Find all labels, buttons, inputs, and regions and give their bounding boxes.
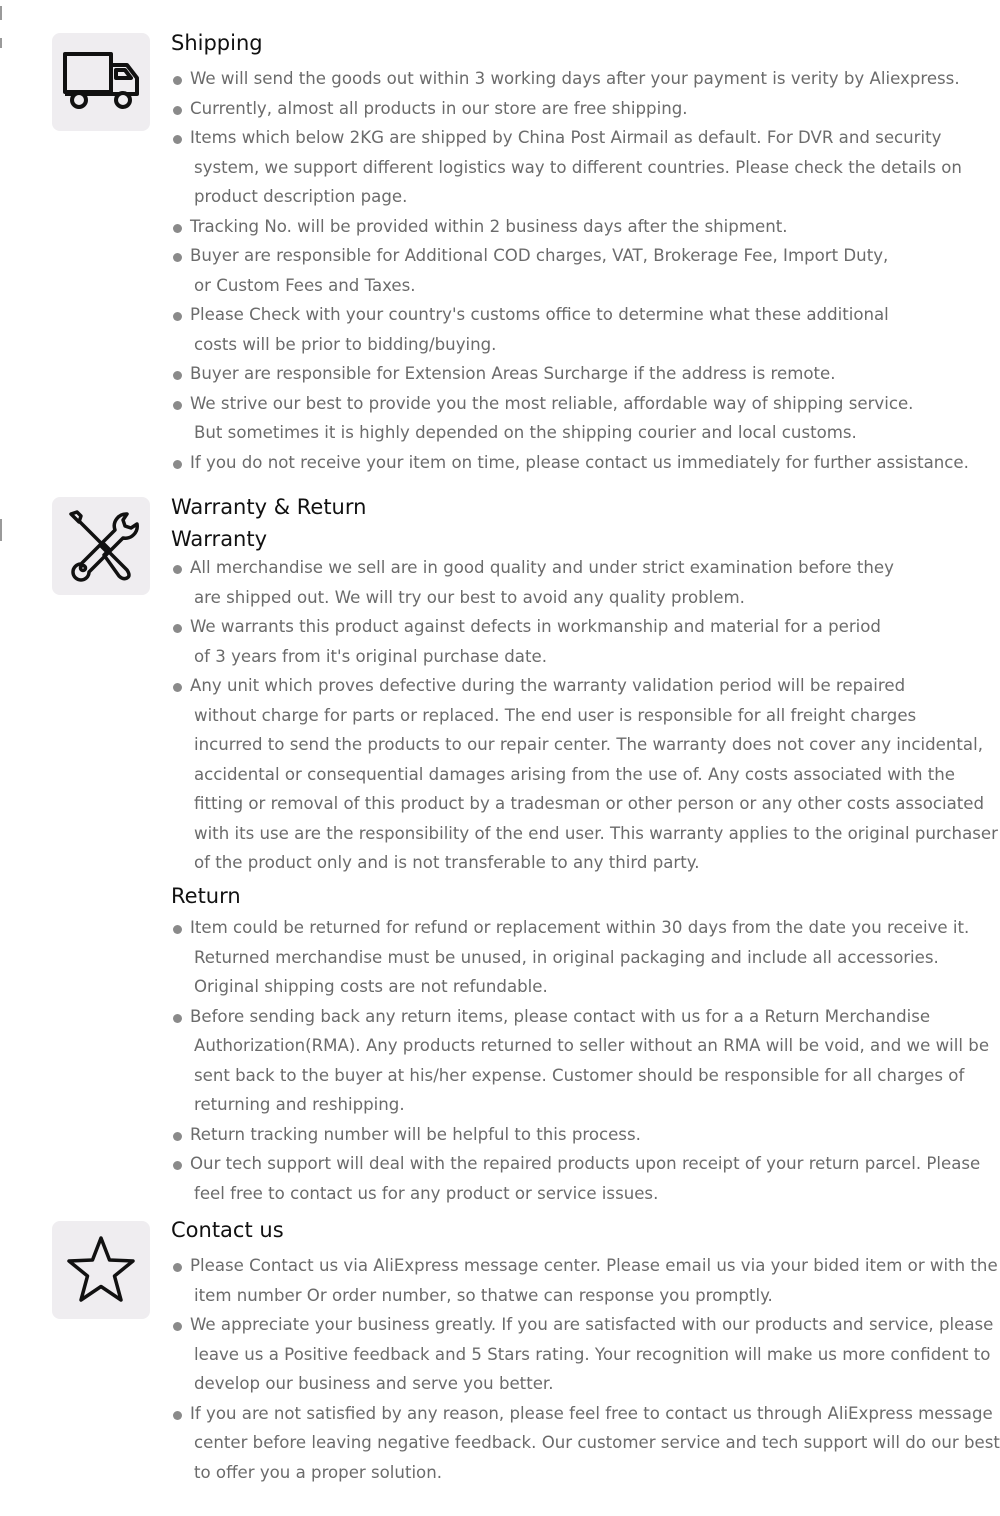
truck-icon [61,42,141,122]
list-item-line: Any unit which proves defective during the warranty validation period will be repaired [190,676,906,695]
list-item-line: We warrants this product against defects in workmanship and material for a period [190,617,881,636]
list-item-line: with its use are the responsibility of the end user. This warranty applies to the original purchaser [194,823,998,843]
list-item [190,389,980,448]
list-item-line: accidental or consequential damages arising from the use of. Any costs associated with the [194,764,956,784]
contact-icon-box [52,1221,150,1319]
list-item [190,913,980,1002]
list-item-line: of 3 years from it's original purchase date. [194,646,547,666]
list-item-line: costs will be prior to bidding/buying. [194,334,497,354]
list-item-line: If you are not satisfied by any reason, please feel free to contact us through AliExpress message [190,1403,993,1423]
list-item [190,1002,990,1120]
warranty-return-title: Warranty & Return [171,495,367,519]
list-item-line: of the product only and is not transferable to any third party. [194,853,700,872]
edge-mark [0,38,2,48]
list-item [190,448,980,478]
tools-icon [61,506,141,586]
list-item-line: to offer you a proper solution. [194,1462,442,1482]
list-item-line: But sometimes it is highly depended on the shipping courier and local customs. [194,423,857,442]
list-item-line: If you do not receive your item on time, please contact us immediately for further assistance. [190,452,969,472]
list-item [190,1399,1000,1488]
list-item-line: returning and reshipping. [194,1095,405,1114]
list-item [190,1251,998,1310]
return-title: Return [171,884,241,908]
list-item [190,123,980,212]
edge-mark [0,6,2,20]
star-icon [61,1230,141,1310]
list-item-line: Our tech support will deal with the repaired products upon receipt of your return parcel. Please [190,1154,981,1173]
list-item [190,553,980,612]
list-item-line: Buyer are responsible for Additional COD charges, VAT, Brokerage Fee, Import Duty, [190,246,889,265]
list-item-line: Items which below 2KG are shipped by China Post Airmail as default. For DVR and security [190,128,942,147]
list-item-line: system, we support different logistics way to different countries. Please check the details on [194,157,962,177]
list-item-line: without charge for parts or replaced. The end user is responsible for all freight charges [194,705,917,725]
list-item [190,671,998,878]
list-item-line: All merchandise we sell are in good quality and under strict examination before they [190,558,894,577]
list-item-line: Currently, almost all products in our store are free shipping. [190,98,688,118]
list-item-line: develop our business and serve you better. [194,1374,554,1393]
list-item-line: Before sending back any return items, please contact with us for a a Return Merchandise [190,1006,931,1026]
list-item-line: item number Or order number, so thatwe can response you promptly. [194,1285,773,1305]
list-item [190,241,980,300]
list-item-line: We appreciate your business greatly. If you are satisfacted with our products and service, please [190,1315,994,1334]
list-item [190,359,980,389]
list-item-line: Please Contact us via AliExpress message center. Please email us via your bided item or with the [190,1256,998,1275]
list-item [190,300,980,359]
list-item-line: Return tracking number will be helpful to this process. [190,1124,641,1144]
list-item-line: We strive our best to provide you the most reliable, affordable way of shipping service. [190,393,914,413]
warranty-title: Warranty [171,527,268,551]
list-item-line: Please Check with your country's customs office to determine what these additional [190,305,889,324]
shipping-title: Shipping [171,31,263,55]
list-item-line: incurred to send the products to our repair center. The warranty does not cover any incidental, [194,735,983,754]
list-item [190,612,980,671]
warranty-icon-box [52,497,150,595]
list-item-line: sent back to the buyer at his/her expense. Customer should be responsible for all charges of [194,1065,965,1085]
list-item [190,212,980,242]
list-item-line: Buyer are responsible for Extension Areas Surcharge if the address is remote. [190,364,836,383]
list-item-line: Returned merchandise must be unused, in original packaging and include all accessories. [194,947,939,967]
list-item-line: We will send the goods out within 3 working days after your payment is verity by Aliexpress. [190,69,960,88]
list-item-line: fitting or removal of this product by a tradesman or other person or any other costs associated [194,794,985,813]
list-item [190,1149,980,1208]
edge-mark [0,519,2,541]
list-item [190,1120,980,1150]
list-item-line: product description page. [194,187,408,206]
list-item-line: Original shipping costs are not refundable. [194,977,548,996]
list-item-line: feel free to contact us for any product or service issues. [194,1183,659,1203]
list-item-line: leave us a Positive feedback and 5 Stars rating. Your recognition will make us more confident to [194,1344,991,1364]
list-item-line: or Custom Fees and Taxes. [194,275,416,295]
list-item-line: are shipped out. We will try our best to avoid any quality problem. [194,587,745,607]
contact-title: Contact us [171,1218,284,1242]
list-item-line: Item could be returned for refund or replacement within 30 days from the date you receive it. [190,918,970,937]
list-item [190,64,980,94]
list-item [190,94,980,124]
list-item-line: center before leaving negative feedback. Our customer service and tech support will do our best [194,1433,1000,1452]
list-item-line: Authorization(RMA). Any products returned to seller without an RMA will be void, and we will be [194,1036,990,1055]
shipping-icon-box [52,33,150,131]
list-item-line: Tracking No. will be provided within 2 business days after the shipment. [190,216,788,236]
list-item [190,1310,994,1399]
